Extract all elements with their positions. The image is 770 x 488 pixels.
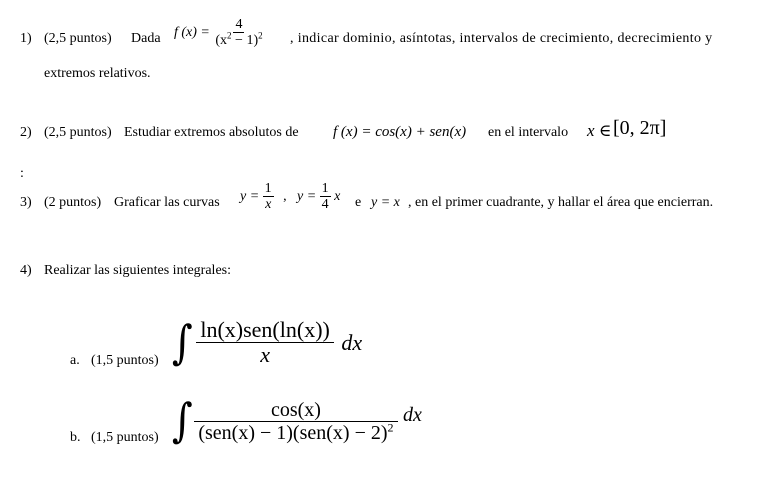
- q1-intro: Dada: [131, 31, 161, 46]
- q3-conjunction: e: [355, 195, 362, 210]
- q2-points: (2,5 puntos): [44, 125, 112, 140]
- q4a-dx: dx: [341, 329, 363, 355]
- q3-points: (2 puntos): [44, 195, 102, 210]
- q4b-dx: dx: [403, 404, 422, 426]
- q4b-denominator: $(sen(x) - 1)(sen(x) - 2)^2$: [198, 419, 394, 444]
- q1-line2: extremos relativos.: [44, 66, 151, 81]
- q3-curve1: y = $\frac{1}{x}$ ,: [240, 181, 287, 213]
- q3-curve2: y = $\frac{1}{4}$ x: [297, 181, 341, 213]
- q1-text-after: , indicar dominio, asíntotas, intervalos de crecimiento, decrecimiento y: [290, 31, 713, 46]
- q4b-points: (1,5 puntos): [91, 430, 159, 445]
- q4-number: 4): [20, 263, 32, 278]
- q1-points: (2,5 puntos): [44, 31, 112, 46]
- q4b-label: b.: [70, 430, 81, 445]
- q3-number: 3): [20, 195, 32, 210]
- q4a-numerator: ln(x)sen(ln(x)): [196, 318, 334, 343]
- q4a-integral: [172, 316, 363, 370]
- q2-text2: en el intervalo: [488, 125, 569, 140]
- q2-interval: [0, 2π]: [613, 117, 667, 139]
- q2-number: 2): [20, 125, 32, 140]
- q1-fraction-numerator: 4: [235, 17, 243, 32]
- integral-sign-icon: ∫: [172, 316, 193, 370]
- q2-interval-var: x ∈: [587, 121, 612, 140]
- q4b-integral: [172, 394, 422, 448]
- q2-function: f (x) = cos(x) + sen(x): [333, 124, 467, 140]
- q4a-denominator: x: [260, 342, 270, 368]
- q4-text: Realizar las siguientes integrales:: [44, 263, 231, 278]
- q3-text: Graficar las curvas: [114, 195, 220, 210]
- q1-number: 1): [20, 31, 32, 46]
- q3-curve3: y = x: [371, 195, 400, 210]
- q1-fraction-denominator: $(x^2 - 1)^2$: [215, 30, 263, 49]
- q2-text: Estudiar extremos absolutos de: [124, 125, 299, 140]
- q4a-points: (1,5 puntos): [91, 353, 159, 368]
- q1-formula: [174, 17, 265, 49]
- q1-fraction: [213, 17, 264, 49]
- q3-text-after: , en el primer cuadrante, y hallar el área que encierran.: [408, 195, 714, 210]
- q4a-label: a.: [70, 353, 80, 368]
- stray-colon: :: [20, 166, 24, 181]
- q4b-numerator: cos(x): [194, 399, 397, 422]
- q1-f-lhs: f (x) =: [174, 25, 210, 41]
- integral-sign-icon: ∫: [172, 394, 193, 448]
